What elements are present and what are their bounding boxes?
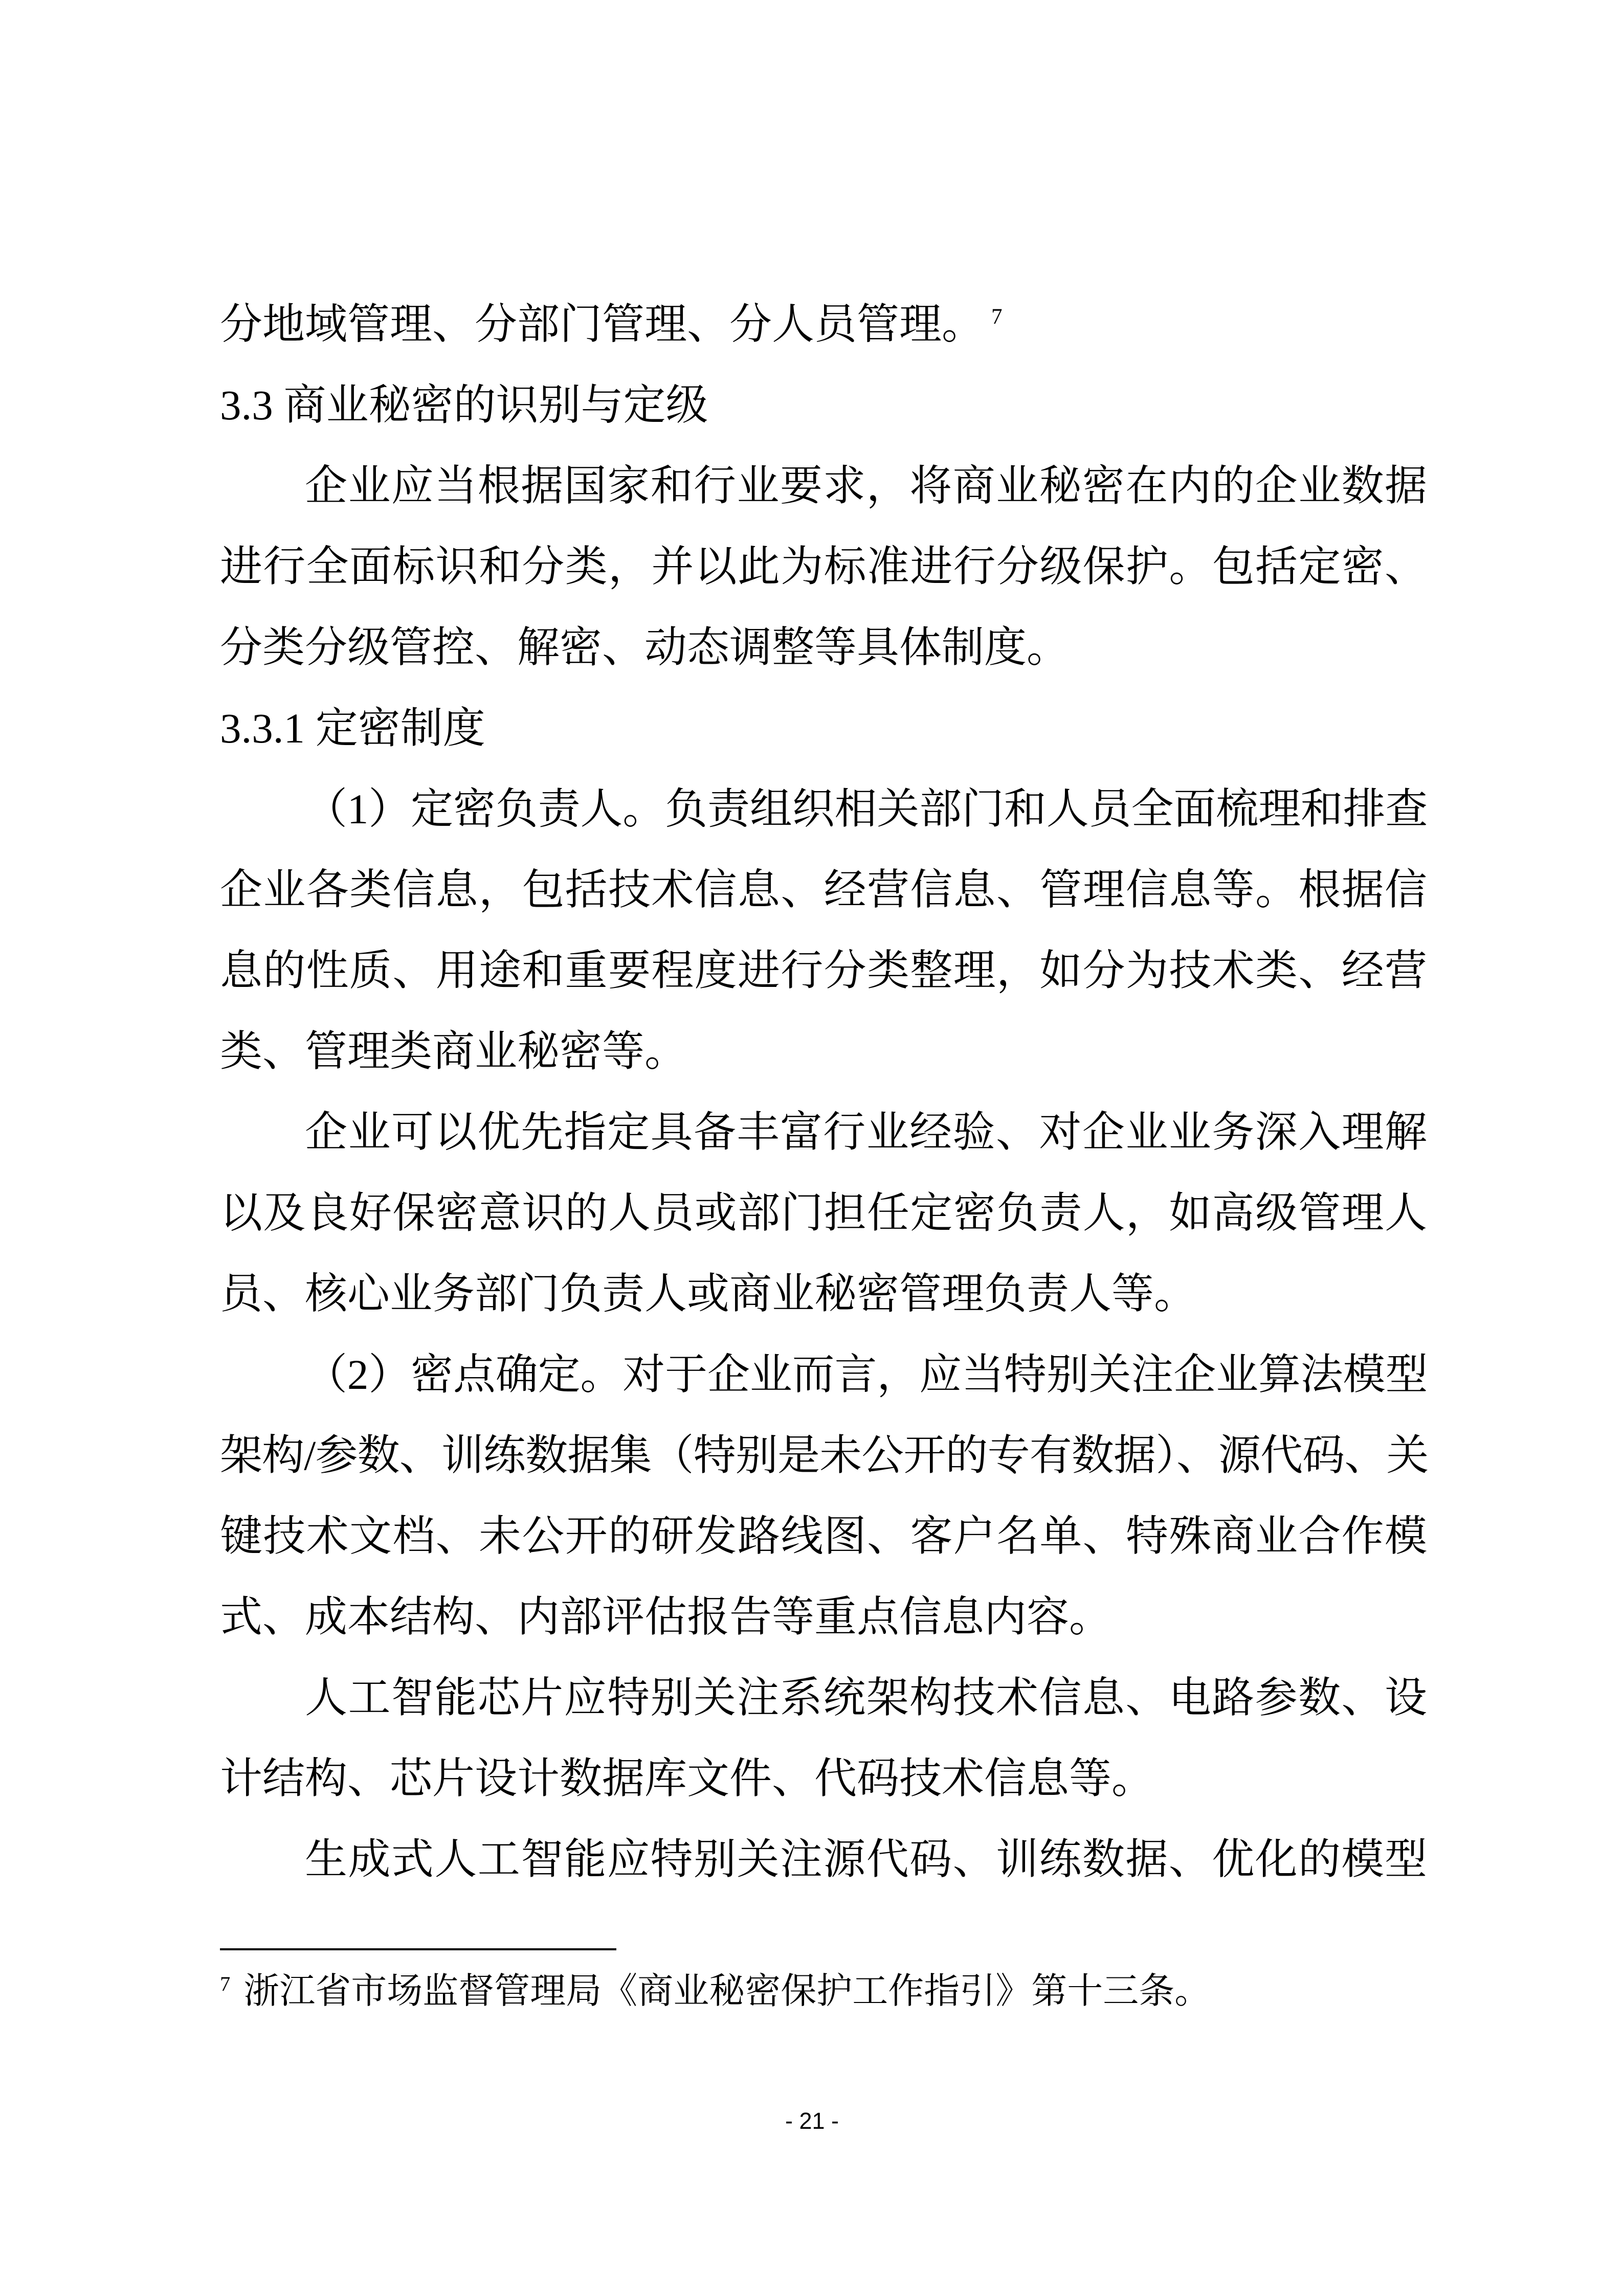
text-line: 架构/参数、训练数据集（特别是未公开的专有数据）、源代码、关 [220, 1432, 1427, 1479]
text-line: （1）定密负责人。负责组织相关部门和人员全面梳理和排查 [305, 785, 1427, 832]
text-line-content: 分地域管理、分部门管理、分人员管理。 [220, 301, 984, 348]
text-line: 企业可以优先指定具备丰富行业经验、对企业业务深入理解 [305, 1109, 1427, 1156]
text-line: 键技术文档、未公开的研发路线图、客户名单、特殊商业合作模 [220, 1513, 1427, 1560]
text-line: 类、管理类商业秘密等。 [220, 1028, 687, 1075]
text-line: 以及良好保密意识的人员或部门担任定密负责人，如高级管理人 [220, 1189, 1427, 1236]
text-line: 生成式人工智能应特别关注源代码、训练数据、优化的模型 [305, 1836, 1427, 1883]
footnote [220, 1965, 1427, 2018]
text-line: 企业应当根据国家和行业要求，将商业秘密在内的企业数据 [305, 462, 1427, 509]
section-heading-3-3-1: 3.3.1 定密制度 [220, 705, 485, 752]
text-line [220, 284, 1427, 365]
section-heading-3-3: 3.3 商业秘密的识别与定级 [220, 381, 708, 429]
text-line: 企业各类信息，包括技术信息、经营信息、管理信息等。根据信 [220, 866, 1427, 913]
text-line: 计结构、芯片设计数据库文件、代码技术信息等。 [220, 1755, 1154, 1802]
text-line: 式、成本结构、内部评估报告等重点信息内容。 [220, 1593, 1111, 1640]
text-line: 员、核心业务部门负责人或商业秘密管理负责人等。 [220, 1270, 1196, 1317]
text-line: 息的性质、用途和重要程度进行分类整理，如分为技术类、经营 [220, 947, 1427, 994]
footnote-marker: 7 [220, 1972, 231, 1995]
text-line: 分类分级管控、解密、动态调整等具体制度。 [220, 624, 1069, 671]
page-number: - 21 - [785, 2108, 839, 2134]
footnote-section [220, 1948, 1427, 2018]
text-line: （2）密点确定。对于企业而言，应当特别关注企业算法模型 [305, 1351, 1427, 1398]
footnote-reference-superscript: 7 [991, 305, 1003, 329]
text-line: 人工智能芯片应特别关注系统架构技术信息、电路参数、设 [305, 1674, 1427, 1721]
footnote-separator-rule [220, 1948, 616, 1950]
text-line: 进行全面标识和分类，并以此为标准进行分级保护。包括定密、 [220, 543, 1427, 590]
footnote-text: 浙江省市场监督管理局《商业秘密保护工作指引》第十三条。 [243, 1972, 1211, 2011]
document-body [220, 284, 1427, 1900]
